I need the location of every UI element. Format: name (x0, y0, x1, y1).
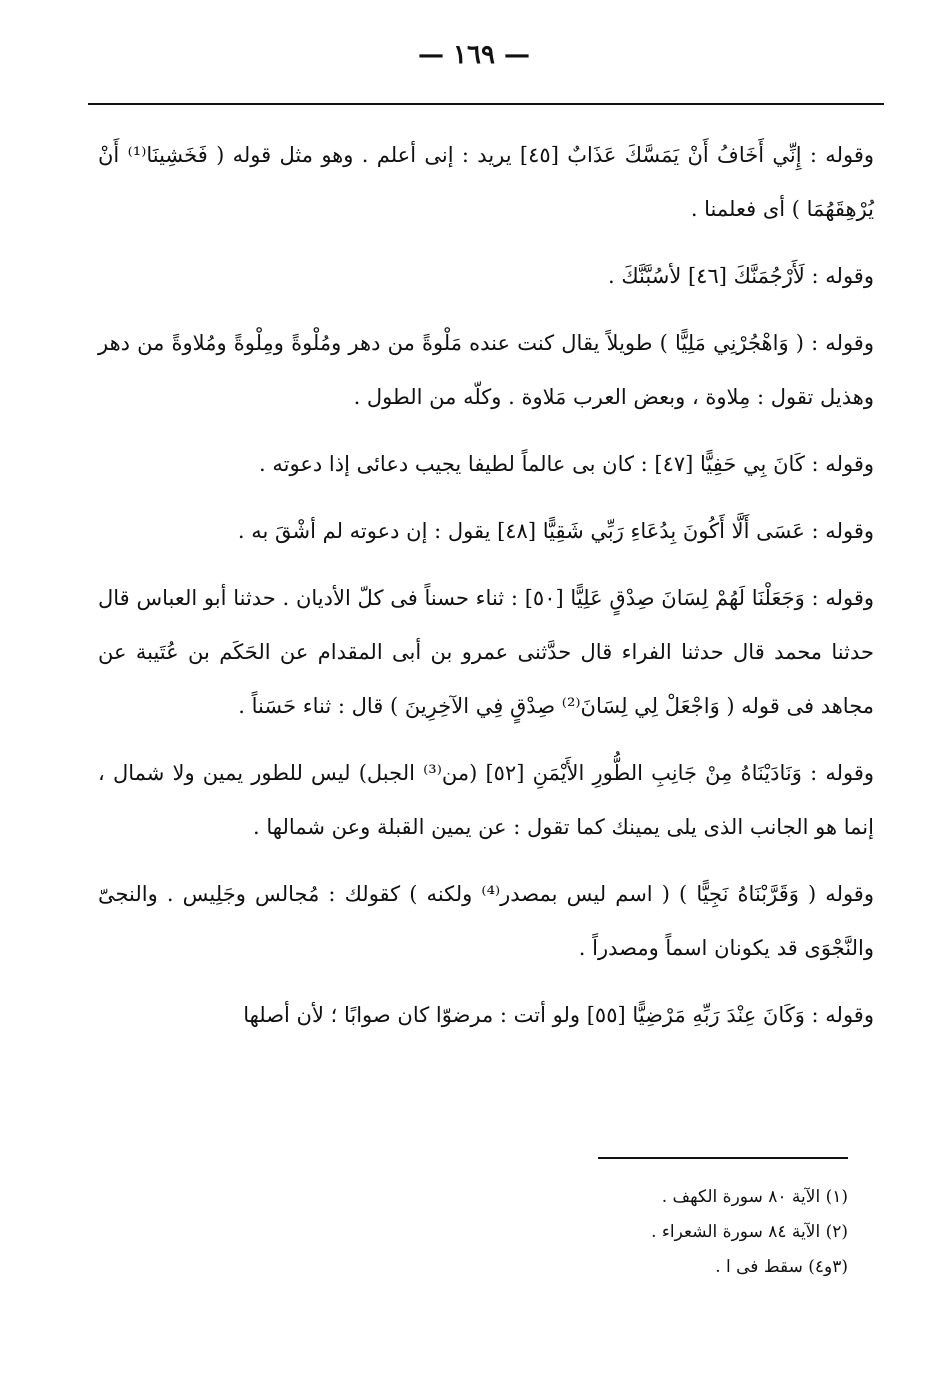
paragraph-9: وقوله : وَكَانَ عِنْدَ رَبِّهِ مَرْضِيًّا [٥٥] ولو أتت : مرضوّا كان صوابًا ؛ لأن أصلها (243, 1003, 874, 1027)
paragraph-2: وقوله : لَأَرْجُمَنَّكَ [٤٦] لأسُبَّنَّكَ . (608, 264, 874, 288)
paragraph-8: وقوله ( وَقَرَّبْنَاهُ نَجِيًّا ) ( اسم ليس بمصدر⁽⁴⁾ ولكنه ) كقولك : مُجالس وجَلِيس . والنجىّ والنَّجْوَى قد يكونان اسماً ومصدراً . (98, 882, 874, 960)
paragraph-4: وقوله : كَانَ بِي حَفِيًّا [٤٧] : كان بى عالماً لطيفا يجيب دعائى إذا دعوته . (259, 452, 874, 476)
footnote-3: (٣و٤) سقط فى ا . (715, 1257, 848, 1277)
paragraph-6: وقوله : وَجَعَلْنَا لَهُمْ لِسَانَ صِدْقٍ عَلِيًّا [٥٠] : ثناء حسناً فى كلّ الأديان . حدثنا أبو العباس قال حدثنا محمد قال حدثنا الفراء قال حدَّثنى عمرو بن أبى المقدام عن الحَكَم بن عُتَيبة عن مجاهد فى قوله ( وَاجْعَلْ لِي لِسَانَ⁽²⁾ صِدْقٍ فِي الآخِرِينَ ) قال : ثناء حَسَناً . (98, 586, 875, 718)
main-text (98, 128, 874, 1055)
paragraph-5: وقوله : عَسَى أَلَّا أَكُونَ بِدُعَاءِ رَبِّي شَقِيًّا [٤٨] يقول : إن دعوته لم أشْقَ به . (237, 519, 874, 543)
paragraph-3: وقوله : ( وَاهْجُرْنِي مَلِيًّا ) طويلاً يقال كنت عنده مَلْوةً من دهر ومُلْوةً ومِلْوةً ومُلاوةً من دهر وهذيل تقول : مِلاوة ، وبعض العرب مَلاوة . وكلّه من الطول . (98, 331, 874, 409)
footnote-1: (١) الآية ٨٠ سورة الكهف . (661, 1187, 848, 1207)
paragraph-1: وقوله : إِنِّي أَخَافُ أَنْ يَمَسَّكَ عَذَابٌ [٤٥] يريد : إنى أعلم . وهو مثل قوله ( فَخَشِينَا⁽¹⁾ أَنْ يُرْهِقَهُمَا ) أى فعلمنا . (98, 143, 874, 221)
header-divider (88, 103, 884, 105)
footnotes (500, 1180, 848, 1285)
page-number: — ١٦٩ — (417, 40, 531, 70)
footnote-2: (٢) الآية ٨٤ سورة الشعراء . (651, 1222, 848, 1242)
paragraph-7: وقوله : وَنَادَيْنَاهُ مِنْ جَانِبِ الطُّورِ الأَيْمَنِ [٥٢] (من⁽³⁾ الجبل) ليس للطور يمين ولا شمال ، إنما هو الجانب الذى يلى يمينك كما تقول : عن يمين القبلة وعن شمالها . (98, 761, 874, 839)
footnote-divider (598, 1157, 848, 1159)
